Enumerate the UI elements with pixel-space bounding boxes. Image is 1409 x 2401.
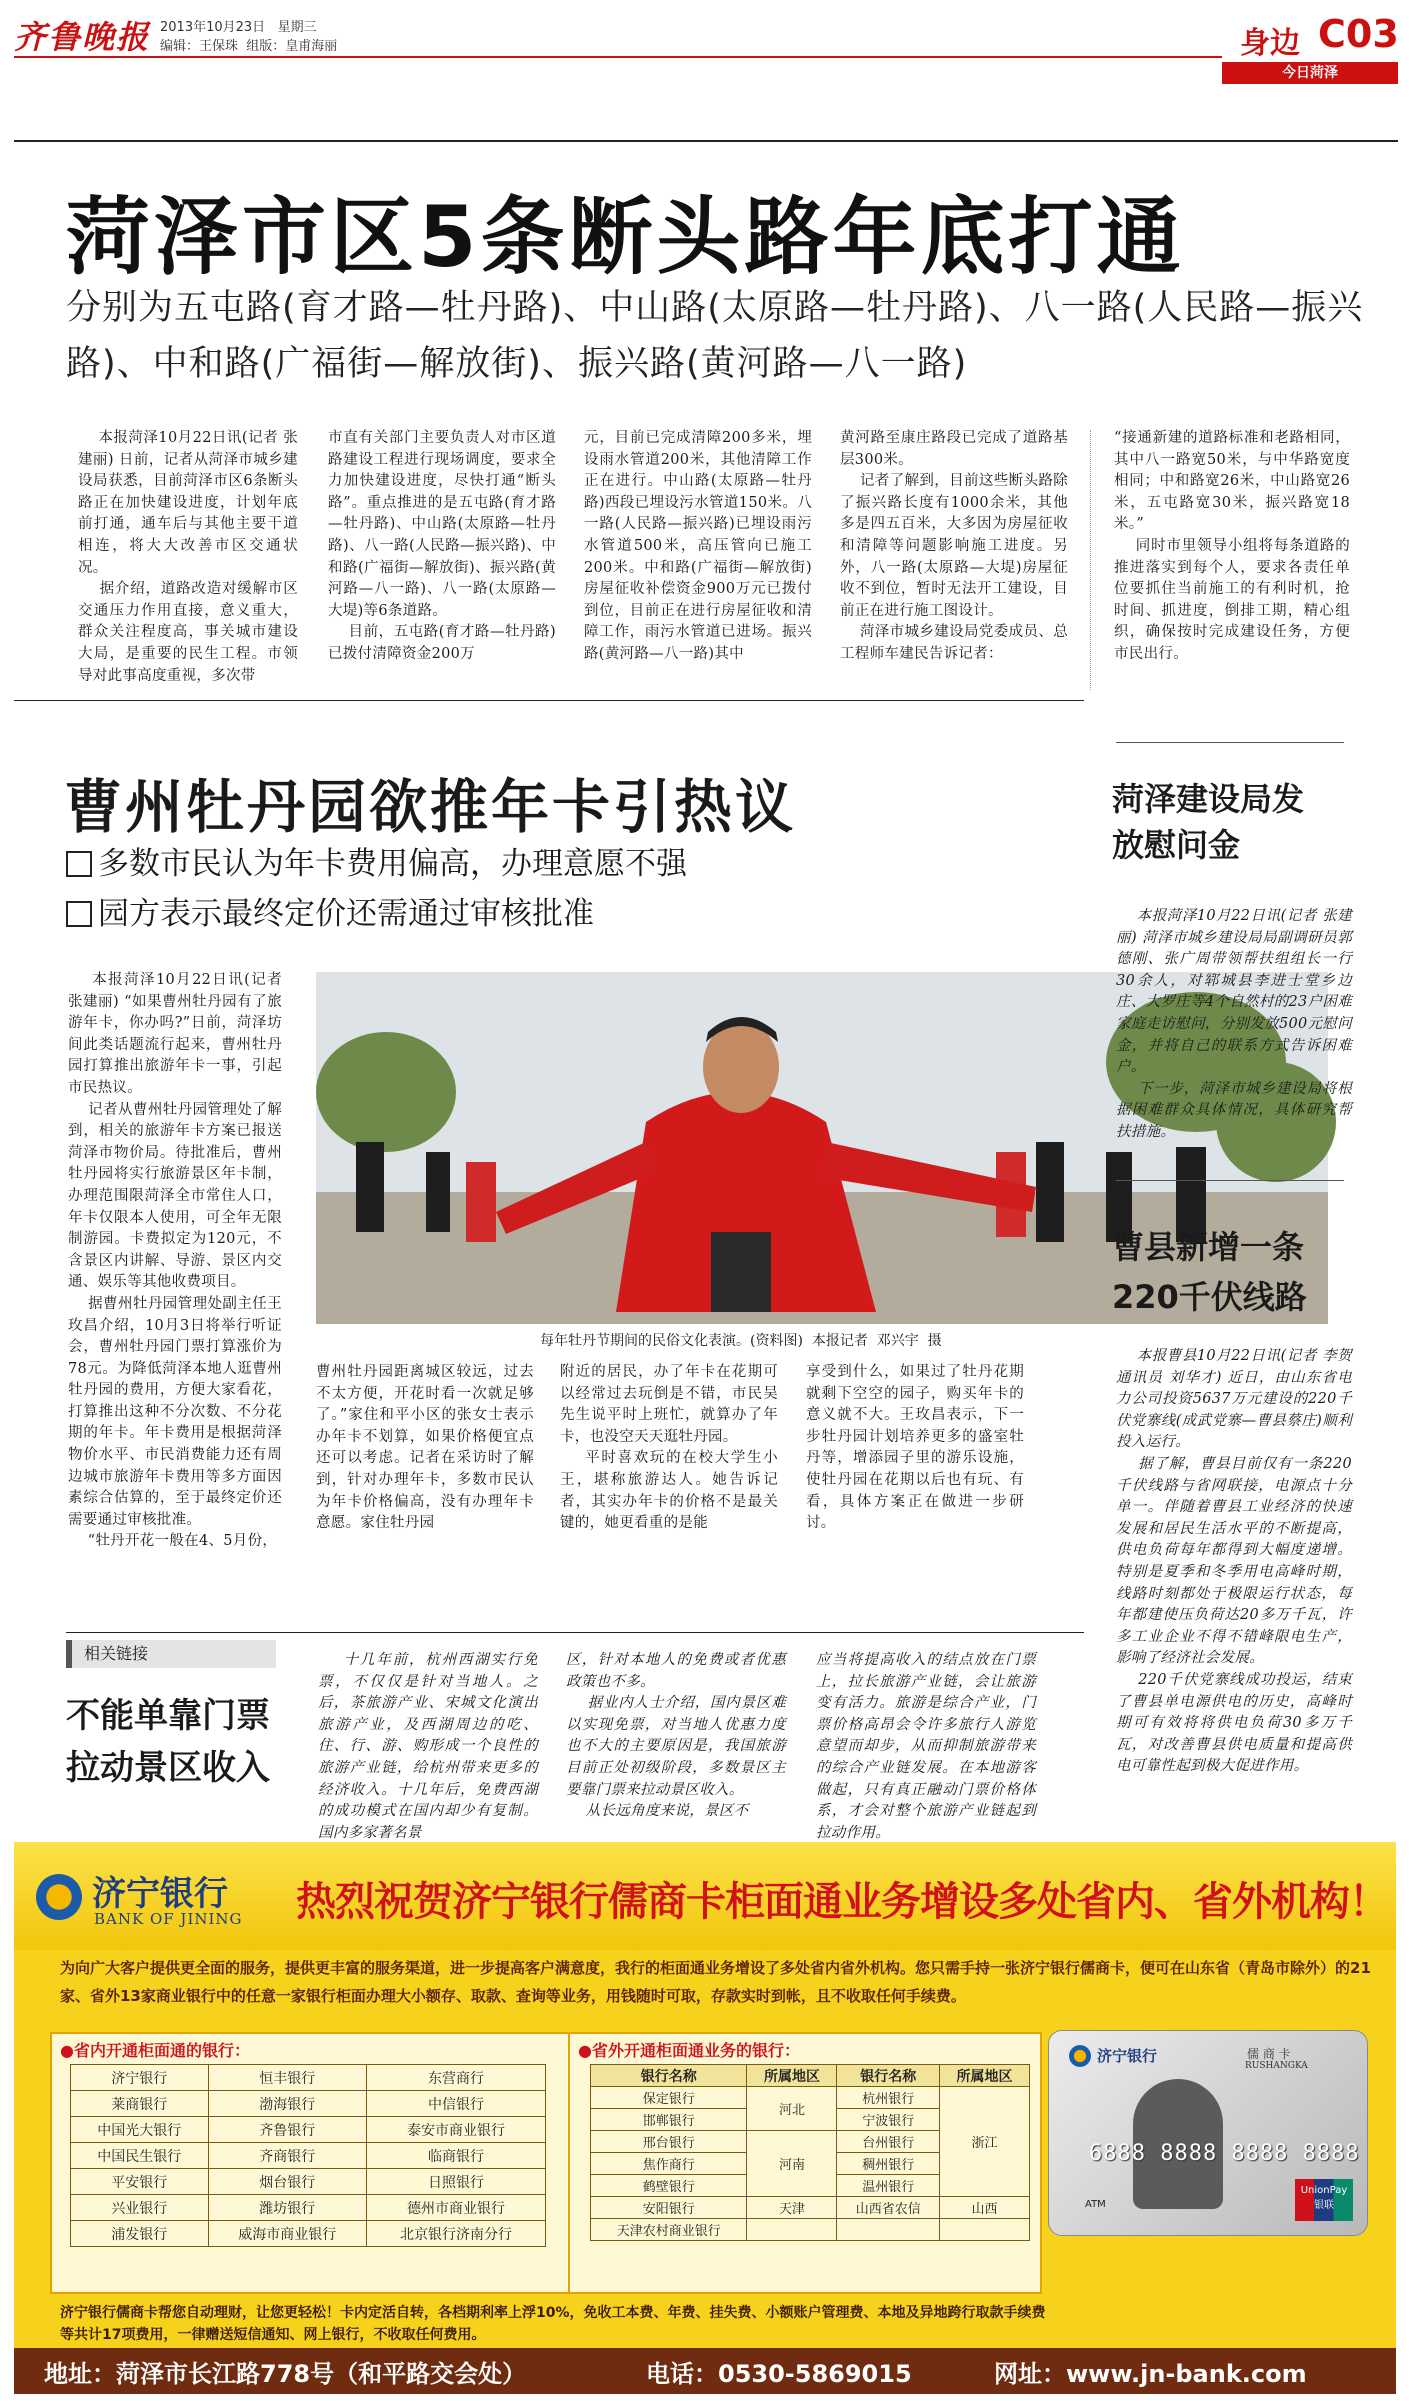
sidebar2-body: 本报曹县10月22日讯(记者 李贺 通讯员 刘华才) 近日，由山东省电力公司投资5637万元建设的220千伏党寨线(成武党寨—曹县蔡庄)顺利投入运行。 据了解，曹县目前仅有一条220千伏线路与省网联接，电源点十分单一。伴随着曹县工业经济的快速发展和居民生活水平的不断提高，供电负荷每年都得到大幅度递增。特别是夏季和冬季用电高峰时期，线路时刻都处于极限运行状态，每年都建使压负荷达20多万千瓦，许多工业企业不得不错峰限电生产，影响了经济社会发展。 220千伏党寨线成功投运，结束了曹县单电源供电的历史，高峰时期可有效将将供电负荷30多万千瓦，对改善曹县供电质量和提高供电可靠性起到极大促进作用。 [1116, 1348, 1352, 1775]
domestic-bank-cell: 渤海银行 [208, 2091, 366, 2117]
article2-col3: 附近的居民，办了年卡在花期可以经常过去玩倒是不错，市民吴先生说平时上班忙，就算办了年卡，也没空天天逛牡丹园。 平时喜欢玩的在校大学生小王，堪称旅游达人。她告诉记者，其实办年卡的价格不是最关键的，她更看重的是能 [560, 1364, 778, 1532]
domestic-bank-row [71, 2143, 546, 2169]
article2-col1: 本报菏泽10月22日讯(记者 张建丽) “如果曹州牡丹园有了旅游年卡，你办吗?”日前，菏泽坊间此类话题流行起来，曹州牡丹园打算推出旅游年卡一事，引起市民热议。 记者从曹州牡丹园管理处了解到，相关的旅游年卡方案已报送菏泽市物价局。待批准后，曹州牡丹园将实行旅游景区年卡制，办理范围限菏泽全市常住人口，年卡仅限本人使用，可全年无限制游园。卡费拟定为120元，不含景区内讲解、导游、景区内交通、娱乐等其他收费项目。 据曹州牡丹园管理处副主任王玫昌介绍，10月3日将举行听证会，曹州牡丹园门票打算涨价为78元。为降低菏泽本地人逛曹州牡丹园的费用，方便大家看花，打算推出这种不分次数、不分花期的年卡。年卡费用是根据菏泽物价水平、市民消费能力还有周边城市旅游年卡费用等多方面因素综合估算的，至于最终定价还需要通过审核批准。 “牡丹开花一般在4、5月份， [68, 972, 282, 1550]
masthead [0, 0, 1409, 95]
article1-col2: 市直有关部门主要负责人对市区道路建设工程进行现场调度，要求全力加快建设进度，尽快打通“断头路”。重点推进的是五屯路(育才路—牡丹路)、中山路(太原路—牡丹路)、八一路(人民路—振兴路)、中和路(广福街—解放街)、振兴路(黄河路—八一路)、八一路(太原路—大堤)等6条道路。 目前，五屯路(育才路—牡丹路)已拨付清障资金200万 [328, 430, 556, 662]
foreign-bank-cell: 天津农村商业银行 [591, 2219, 747, 2241]
foreign-banks-table [590, 2064, 1030, 2241]
foreign-region-cell: 河南 [747, 2131, 837, 2197]
card-number: 6888 8888 8888 8888 [1089, 2141, 1360, 2166]
article1-col1: 本报菏泽10月22日讯(记者 张建丽) 日前，记者从菏泽市城乡建设局获悉，目前菏泽市区6条断头路正在加快建设进度，计划年底前打通，通车后与其他主要干道相连，将大大改善市区交通状况。 据介绍，道路改造对缓解市区交通压力作用直接，意义重大，群众关注程度高，事关城市建设大局，是重要的民生工程。市领导对此事高度重视，多次带 [78, 430, 298, 684]
section-name: 身边 [1240, 26, 1300, 61]
domestic-bank-cell: 日照银行 [366, 2169, 545, 2195]
article1-col4: 黄河路至康庄路段已完成了道路基层300米。 记者了解到，目前这些断头路除了振兴路长度有1000余米，其他多是四五百米，大多因为房屋征收和清障等问题影响施工进度。另外，八一路(太原路—大堤)房屋征收不到位，暂时无法开工建设，目前正在进行施工图设计。 菏泽市城乡建设局党委成员、总工程师车建民告诉记者： [840, 430, 1069, 662]
domestic-bank-cell: 潍坊银行 [208, 2195, 366, 2221]
article2-subhead1: 多数市民认为年卡费用偏高，办理意愿不强 [66, 838, 687, 883]
article1-col3: 元，目前已完成清障200多米，埋设雨水管道200米，其他清障工作正在进行。中山路(太原路—牡丹路)西段已埋设污水管道150米。八一路(人民路—振兴路)已埋设雨污水管道500米，高压管向已施工200米。中和路(广福街—解放街)房屋征收补偿资金900万元已拨付到位，目前正在进行房屋征收和清障工作，雨污水管道已进场。振兴路(黄河路—八一路)其中 [584, 430, 812, 662]
card-logo-icon [1069, 2045, 1091, 2067]
domestic-bank-cell: 德州市商业银行 [366, 2195, 545, 2221]
foreign-bank-cell: 保定银行 [591, 2087, 747, 2109]
checkbox-icon [66, 901, 92, 927]
checkbox-icon [66, 851, 92, 877]
designer-credit: 组版：皇甫海丽 [246, 39, 338, 54]
card-atm-label: ATM [1085, 2199, 1106, 2210]
domestic-bank-cell: 中国民生银行 [71, 2143, 209, 2169]
domestic-bank-row [71, 2195, 546, 2221]
card-bank-name: 济宁银行 [1097, 2047, 1158, 2065]
card-type: 儒 商 卡 [1247, 2047, 1291, 2061]
bank-address: 地址：菏泽市长江路778号（和平路交会处） [44, 2360, 527, 2388]
domestic-bank-cell: 中国光大银行 [71, 2117, 209, 2143]
bank-name-en: BANK OF JINING [94, 1910, 243, 1928]
foreign-bank-cell [837, 2219, 939, 2241]
foreign-title: ●省外开通柜面通业务的银行： [578, 2041, 800, 2060]
domestic-bank-cell: 平安银行 [71, 2169, 209, 2195]
domestic-bank-cell: 莱商银行 [71, 2091, 209, 2117]
related-col2: 区，针对本地人的免费或者优惠政策也不多。 据业内人士介绍，国内景区难以实现免票，对当地人优惠力度也不大的主要原因是，我国旅游目前正处初级阶段，多数景区主要靠门票来拉动景区收入。 从长远角度来说，景区不 [566, 1652, 786, 1820]
related-col1: 十几年前，杭州西湖实行免票，不仅仅是针对当地人。之后，茶旅游产业、宋城文化演出旅游产业，及西湖周边的吃、住、行、游、购形成一个良性的旅游产业链，给杭州带来更多的经济收入。十几年后，免费西湖的成功模式在国内却少有复制。国内多家著名景 [318, 1652, 538, 1841]
domestic-bank-cell: 齐鲁银行 [208, 2117, 366, 2143]
article2-headline: 曹州牡丹园欲推年卡引热议 [64, 773, 797, 841]
related-tag: 相关链接 [66, 1640, 276, 1668]
bank-name: 济宁银行 [92, 1874, 228, 1914]
sidebar2-headline: 曹县新增一条220千伏线路 [1112, 1228, 1307, 1316]
foreign-bank-cell: 焦作商行 [591, 2153, 747, 2175]
domestic-bank-row [71, 2091, 546, 2117]
bank-phone: 电话：0530-5869015 [646, 2360, 912, 2388]
domestic-bank-cell: 烟台银行 [208, 2169, 366, 2195]
domestic-bank-cell: 北京银行济南分行 [366, 2221, 545, 2247]
article1-headline: 菏泽市区5条断头路年底打通 [66, 188, 1185, 286]
foreign-header-row [591, 2065, 1030, 2087]
domestic-bank-cell: 兴业银行 [71, 2195, 209, 2221]
domestic-bank-cell: 泰安市商业银行 [366, 2117, 545, 2143]
article2-col4: 享受到什么，如果过了牡丹花期就剩下空空的园子，购买年卡的意义就不大。王玫昌表示，下一步牡丹园计划培养更多的盛室牡丹等，增添园子里的游乐设施，使牡丹园在花期以后也有玩、有看，具体方案正在做进一步研讨。 [806, 1364, 1024, 1532]
domestic-bank-cell: 临商银行 [366, 2143, 545, 2169]
sidebar1-headline: 菏泽建设局发放慰问金 [1112, 780, 1305, 864]
foreign-bank-cell: 稠州银行 [837, 2153, 939, 2175]
page-number: C03 [1318, 12, 1399, 56]
sidebar1-body: 本报菏泽10月22日讯(记者 张建丽) 菏泽市城乡建设局局副调研员郭德刚、张广周带领帮扶组组长一行30余人，对郓城县李进士堂乡边庄、大罗庄等4个自然村的23户困难家庭走访慰问，分别发放500元慰问金，并将自己的联系方式告诉困难户。 下一步，菏泽市城乡建设局将根据困难群众具体情况，具体研究帮扶措施。 [1116, 908, 1352, 1140]
issue-weekday: 星期三 [277, 20, 317, 35]
domestic-bank-cell: 东营商行 [366, 2065, 545, 2091]
bank-logo-icon [36, 1874, 82, 1920]
related-headline: 不能单靠门票拉动景区收入 [66, 1696, 270, 1788]
domestic-bank-cell: 济宁银行 [71, 2065, 209, 2091]
foreign-bank-cell: 温州银行 [837, 2175, 939, 2197]
foreign-region-cell [747, 2219, 837, 2241]
domestic-title: ●省内开通柜面通的银行： [60, 2041, 250, 2060]
issue-date: 2013年10月23日 [160, 20, 266, 35]
foreign-bank-cell: 山西省农信 [837, 2197, 939, 2219]
foreign-bank-cell: 鹤壁银行 [591, 2175, 747, 2197]
article2-col2: 曹州牡丹园距离城区较远，过去不太方便，开花时看一次就足够了。”家住和平小区的张女士表示办年卡不划算，如果价格便宜点还可以考虑。记者在采访时了解到，针对办理年卡，多数市民认为年卡价格偏高，没有办理年卡意愿。家住牡丹园 [316, 1364, 534, 1532]
foreign-region-cell: 浙江 [939, 2087, 1029, 2197]
domestic-bank-cell: 浦发银行 [71, 2221, 209, 2247]
related-col3: 应当将提高收入的结点放在门票上，拉长旅游产业链，会让旅游变有活力。旅游是综合产业，门票价格高昂会令许多旅行人游览意望而却步，从而抑制旅游带来的综合产业链发展。在本地游客做起，只有真正融动门票价格体系，才会对整个旅游产业链起到拉动作用。 [816, 1652, 1036, 1841]
ad-note: 济宁银行儒商卡帮您自动理财，让您更轻松！卡内定活自转，各档期利率上浮10%，免收工本费、年费、挂失费、小额账户管理费、本地及异地跨行取款手续费等共计17项费用，一律赠送短信通知、网上银行，不收取任何费用。 [60, 2305, 1046, 2343]
foreign-header-cell: 所属地区 [747, 2065, 837, 2087]
domestic-bank-row [71, 2065, 546, 2091]
domestic-banks-table [70, 2064, 546, 2247]
card-type-en: RUSHANGKA [1245, 2061, 1308, 2071]
foreign-header-cell: 银行名称 [837, 2065, 939, 2087]
foreign-region-cell: 天津 [747, 2197, 837, 2219]
foreign-bank-row [591, 2087, 1030, 2109]
foreign-region-cell [939, 2219, 1029, 2241]
foreign-bank-cell: 邢台银行 [591, 2131, 747, 2153]
domestic-bank-cell: 中信银行 [366, 2091, 545, 2117]
foreign-header-cell: 所属地区 [939, 2065, 1029, 2087]
foreign-bank-row [591, 2219, 1030, 2241]
foreign-bank-cell: 台州银行 [837, 2131, 939, 2153]
foreign-region-cell: 河北 [747, 2087, 837, 2131]
domestic-bank-row [71, 2117, 546, 2143]
unionpay-logo: UnionPay 银联 [1295, 2179, 1353, 2221]
domestic-bank-cell: 齐商银行 [208, 2143, 366, 2169]
foreign-bank-row [591, 2197, 1030, 2219]
domestic-bank-row [71, 2169, 546, 2195]
foreign-bank-cell: 杭州银行 [837, 2087, 939, 2109]
photo-caption: 每年牡丹节期间的民俗文化表演。(资料图) 本报记者 邓兴宇 摄 [540, 1333, 942, 1349]
article2-subhead2: 园方表示最终定价还需通过审核批准 [66, 888, 594, 933]
bank-website[interactable]: 网址：www.jn-bank.com [994, 2360, 1307, 2388]
newspaper-logo: 齐鲁晚报 [14, 18, 151, 56]
foreign-bank-cell: 安阳银行 [591, 2197, 747, 2219]
domestic-bank-row [71, 2221, 546, 2247]
subsection-bar: 今日菏泽 [1222, 62, 1398, 84]
article1-col5: “接通新建的道路标准和老路相同，其中八一路宽50米，与中华路宽度相同；中和路宽26米，中山路宽26米，五屯路宽30米，振兴路宽18米。” 同时市里领导小组将每条道路的推进落实到每个人，要求各责任单位要抓住当前施工的有利时机，抢时间、抓进度，倒排工期，精心组织，确保按时完成建设任务，方便市民出行。 [1114, 430, 1350, 662]
ad-headline: 热烈祝贺济宁银行儒商卡柜面通业务增设多处省内、省外机构！ [296, 1879, 1388, 1925]
domestic-bank-cell: 恒丰银行 [208, 2065, 366, 2091]
foreign-bank-cell: 宁波银行 [837, 2109, 939, 2131]
foreign-header-cell: 银行名称 [591, 2065, 747, 2087]
bank-card [1048, 2030, 1368, 2236]
ad-intro: 为向广大客户提供更全面的服务，提供更丰富的服务渠道，进一步提高客户满意度，我行的柜面通业务增设了多处省内省外机构。您只需手持一张济宁银行儒商卡，便可在山东省（青岛市除外）的21家、省外13家商业银行中的任意一家银行柜面办理大小额存、取款、查询等业务，用钱随时可取，存款实时到帐，且不收取任何手续费。 [60, 1959, 1371, 2005]
editor-credit: 编辑：王保珠 [160, 39, 239, 54]
domestic-bank-cell: 威海市商业银行 [208, 2221, 366, 2247]
foreign-region-cell: 山西 [939, 2197, 1029, 2219]
bank-advertisement [14, 1842, 1396, 2394]
foreign-bank-cell: 邯郸银行 [591, 2109, 747, 2131]
article1-deck: 分别为五屯路(育才路—牡丹路)、中山路(太原路—牡丹路)、八一路(人民路—振兴路)、中和路(广福街—解放街)、振兴路(黄河路—八一路) [66, 288, 1364, 384]
